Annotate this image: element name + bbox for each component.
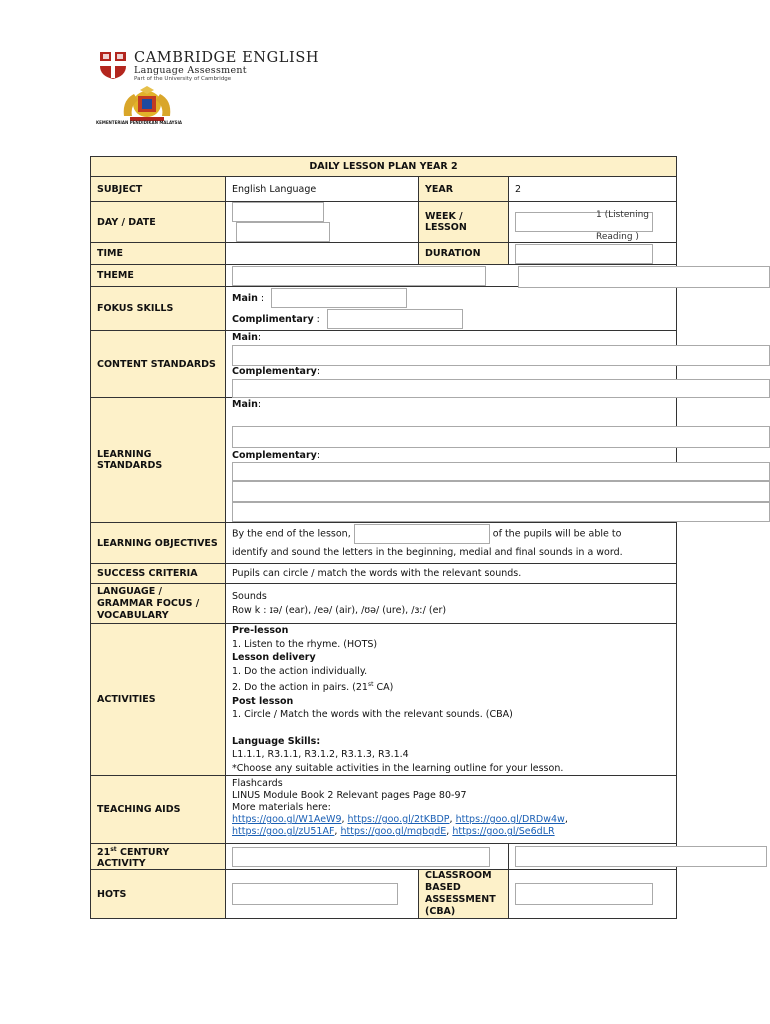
century-label [91, 844, 226, 870]
year-value: 2 [509, 177, 677, 202]
date-field[interactable] [236, 222, 330, 242]
fokus-main-label: Main [232, 292, 258, 304]
day-value-cell [226, 202, 419, 243]
success-value: Pupils can circle / match the words with the relevant sounds. [226, 564, 677, 584]
delivery-item-2b: CA) [373, 682, 394, 694]
subject-label: SUBJECT [91, 177, 226, 202]
century-label-a: 21 [97, 847, 111, 859]
objectives-label: LEARNING OBJECTIVES [91, 523, 226, 564]
cambridge-crest-icon [98, 50, 128, 80]
aids-link-5[interactable]: https://goo.gl/mqbqdE [340, 826, 447, 838]
language-skills-list: L1.1.1, R3.1.1, R3.1.2, R3.1.3, R3.1.4 [232, 749, 409, 761]
cba-label: CLASSROOM BASED ASSESSMENT (CBA) [419, 870, 509, 919]
cambridge-small-text: Part of the University of Cambridge [134, 76, 232, 82]
learning-main-colon: : [257, 399, 262, 410]
activities-label: ACTIVITIES [91, 624, 226, 776]
cba-value-cell [509, 870, 677, 919]
pre-lesson-item-1: 1. Listen to the rhyme. (HOTS) [232, 638, 378, 650]
aids-link-4[interactable]: https://goo.gl/zU51AF [232, 826, 335, 838]
day-label: DAY / DATE [91, 202, 226, 243]
aids-line-2: LINUS Module Book 2 Relevant pages Page 80-97 [232, 790, 467, 802]
fokus-row [91, 287, 677, 331]
subject-value: English Language [226, 177, 419, 202]
lesson-plan-table [90, 156, 677, 919]
content-main-field[interactable] [232, 345, 770, 366]
title-row [91, 157, 677, 177]
fokus-comp-label: Complimentary [232, 313, 314, 325]
time-value[interactable] [226, 243, 419, 265]
theme-row [91, 265, 677, 287]
aids-line-3: More materials here: [232, 802, 331, 814]
language-skills-title: Language Skills: [232, 735, 321, 747]
learning-main-label: Main [232, 399, 258, 410]
cambridge-subtitle: Language Assessment [134, 65, 247, 76]
learning-comp-colon: : [316, 450, 321, 461]
content-value-cell [226, 331, 677, 398]
century-label-sup: st [110, 846, 117, 854]
language-line-1: Sounds [232, 591, 267, 602]
delivery-item-2-sup: st [367, 681, 374, 688]
century-extra-cell [509, 844, 677, 870]
content-main-colon: : [257, 332, 262, 343]
delivery-item-1: 1. Do the action individually. [232, 665, 368, 677]
pre-lesson-title: Pre-lesson [232, 625, 289, 636]
activities-value-cell [226, 624, 677, 776]
success-row [91, 564, 677, 584]
activities-row [91, 624, 677, 776]
cambridge-title: CAMBRIDGE ENGLISH [134, 50, 320, 66]
fokus-comp-colon: : [313, 313, 320, 325]
fokus-main-field[interactable] [271, 288, 407, 308]
learning-comp-field-1[interactable] [232, 462, 770, 481]
hots-value-cell [226, 870, 419, 919]
aids-links-row-1: https://goo.gl/W1AeW9, https://goo.gl/2tKBDP, https://goo.gl/DRDw4w, [232, 814, 568, 826]
theme-field[interactable] [232, 266, 486, 286]
ministry-text: KEMENTERIAN PENDIDIKAN MALAYSIA [96, 120, 183, 125]
day-row [91, 202, 677, 243]
post-lesson-title: Post lesson [232, 695, 294, 707]
objectives-text-3: identify and sound the letters in the beginning, medial and final sounds in a word. [232, 547, 623, 559]
aids-value-cell [226, 776, 677, 844]
activities-spacer [232, 722, 670, 735]
learning-row [91, 398, 677, 523]
objectives-field[interactable] [354, 524, 490, 544]
subject-row [91, 177, 677, 202]
century-label-b: CENTURY ACTIVITY [97, 847, 170, 870]
aids-link-3[interactable]: https://goo.gl/DRDw4w [455, 814, 565, 826]
time-row [91, 243, 677, 265]
malaysia-crest-icon [116, 86, 178, 122]
century-field[interactable] [232, 847, 490, 867]
content-row [91, 331, 677, 398]
year-label: YEAR [419, 177, 509, 202]
week-label: WEEK / LESSON [419, 202, 509, 243]
hots-row [91, 870, 677, 919]
theme-field-2[interactable] [518, 266, 770, 288]
objectives-row [91, 523, 677, 564]
language-line-2: Row k : ɪə/ (ear), /eə/ (air), /ʊə/ (ure), /ɜː/ (er) [232, 604, 447, 616]
fokus-label: FOKUS SKILLS [91, 287, 226, 331]
objectives-text-1: By the end of the lesson, [232, 528, 351, 540]
learning-main-field[interactable] [232, 426, 770, 448]
century-value-cell [226, 844, 509, 870]
content-comp-colon: : [316, 366, 321, 377]
objectives-text-2: of the pupils will be able to [492, 528, 622, 540]
fokus-main-colon: : [257, 292, 265, 304]
aids-link-1[interactable]: https://goo.gl/W1AeW9 [232, 814, 342, 826]
time-label: TIME [91, 243, 226, 265]
learning-label: LEARNING STANDARDS [91, 398, 226, 523]
hots-field[interactable] [232, 883, 398, 905]
cba-field[interactable] [515, 883, 653, 905]
aids-link-6[interactable]: https://goo.gl/Se6dLR [452, 826, 555, 838]
aids-links-row-2: https://goo.gl/zU51AF, https://goo.gl/mqbqdE, https://goo.gl/Se6dLR [232, 826, 555, 838]
objectives-value-cell [226, 523, 677, 564]
learning-comp-field-3[interactable] [232, 502, 770, 522]
lesson-delivery-title: Lesson delivery [232, 652, 316, 663]
week-value-cell [509, 202, 677, 243]
aids-link-2[interactable]: https://goo.gl/2tKBDP [347, 814, 450, 826]
learning-value-cell [226, 398, 677, 523]
theme-label: THEME [91, 265, 226, 287]
hots-label: HOTS [91, 870, 226, 919]
fokus-value-cell [226, 287, 677, 331]
language-row [91, 584, 677, 624]
fokus-comp-field[interactable] [327, 309, 463, 329]
aids-label: TEACHING AIDS [91, 776, 226, 844]
language-value-cell [226, 584, 677, 624]
content-comp-label: Complementary [232, 366, 317, 377]
delivery-item-2 [232, 678, 670, 695]
aids-row [91, 776, 677, 844]
post-lesson-item-1: 1. Circle / Match the words with the relevant sounds. (CBA) [232, 709, 513, 721]
plan-title: DAILY LESSON PLAN YEAR 2 [91, 157, 677, 177]
delivery-item-2a: 2. Do the action in pairs. (21 [232, 682, 368, 694]
choose-note: *Choose any suitable activities in the learning outline for your lesson. [232, 762, 564, 774]
day-field[interactable] [232, 202, 324, 222]
learning-comp-field-2[interactable] [232, 481, 770, 502]
theme-value-cell [226, 265, 677, 287]
language-label: LANGUAGE / GRAMMAR FOCUS / VOCABULARY [91, 584, 226, 624]
week-value: 1 (Listening Reading ) [596, 210, 649, 242]
learning-comp-label: Complementary [232, 450, 317, 461]
content-comp-field[interactable] [232, 379, 770, 398]
content-main-label: Main [232, 332, 258, 343]
duration-label: DURATION [419, 243, 509, 265]
century-row [91, 844, 677, 870]
success-label: SUCCESS CRITERIA [91, 564, 226, 584]
aids-line-1: Flashcards [232, 778, 283, 790]
content-label: CONTENT STANDARDS [91, 331, 226, 398]
century-field-2[interactable] [515, 846, 767, 867]
